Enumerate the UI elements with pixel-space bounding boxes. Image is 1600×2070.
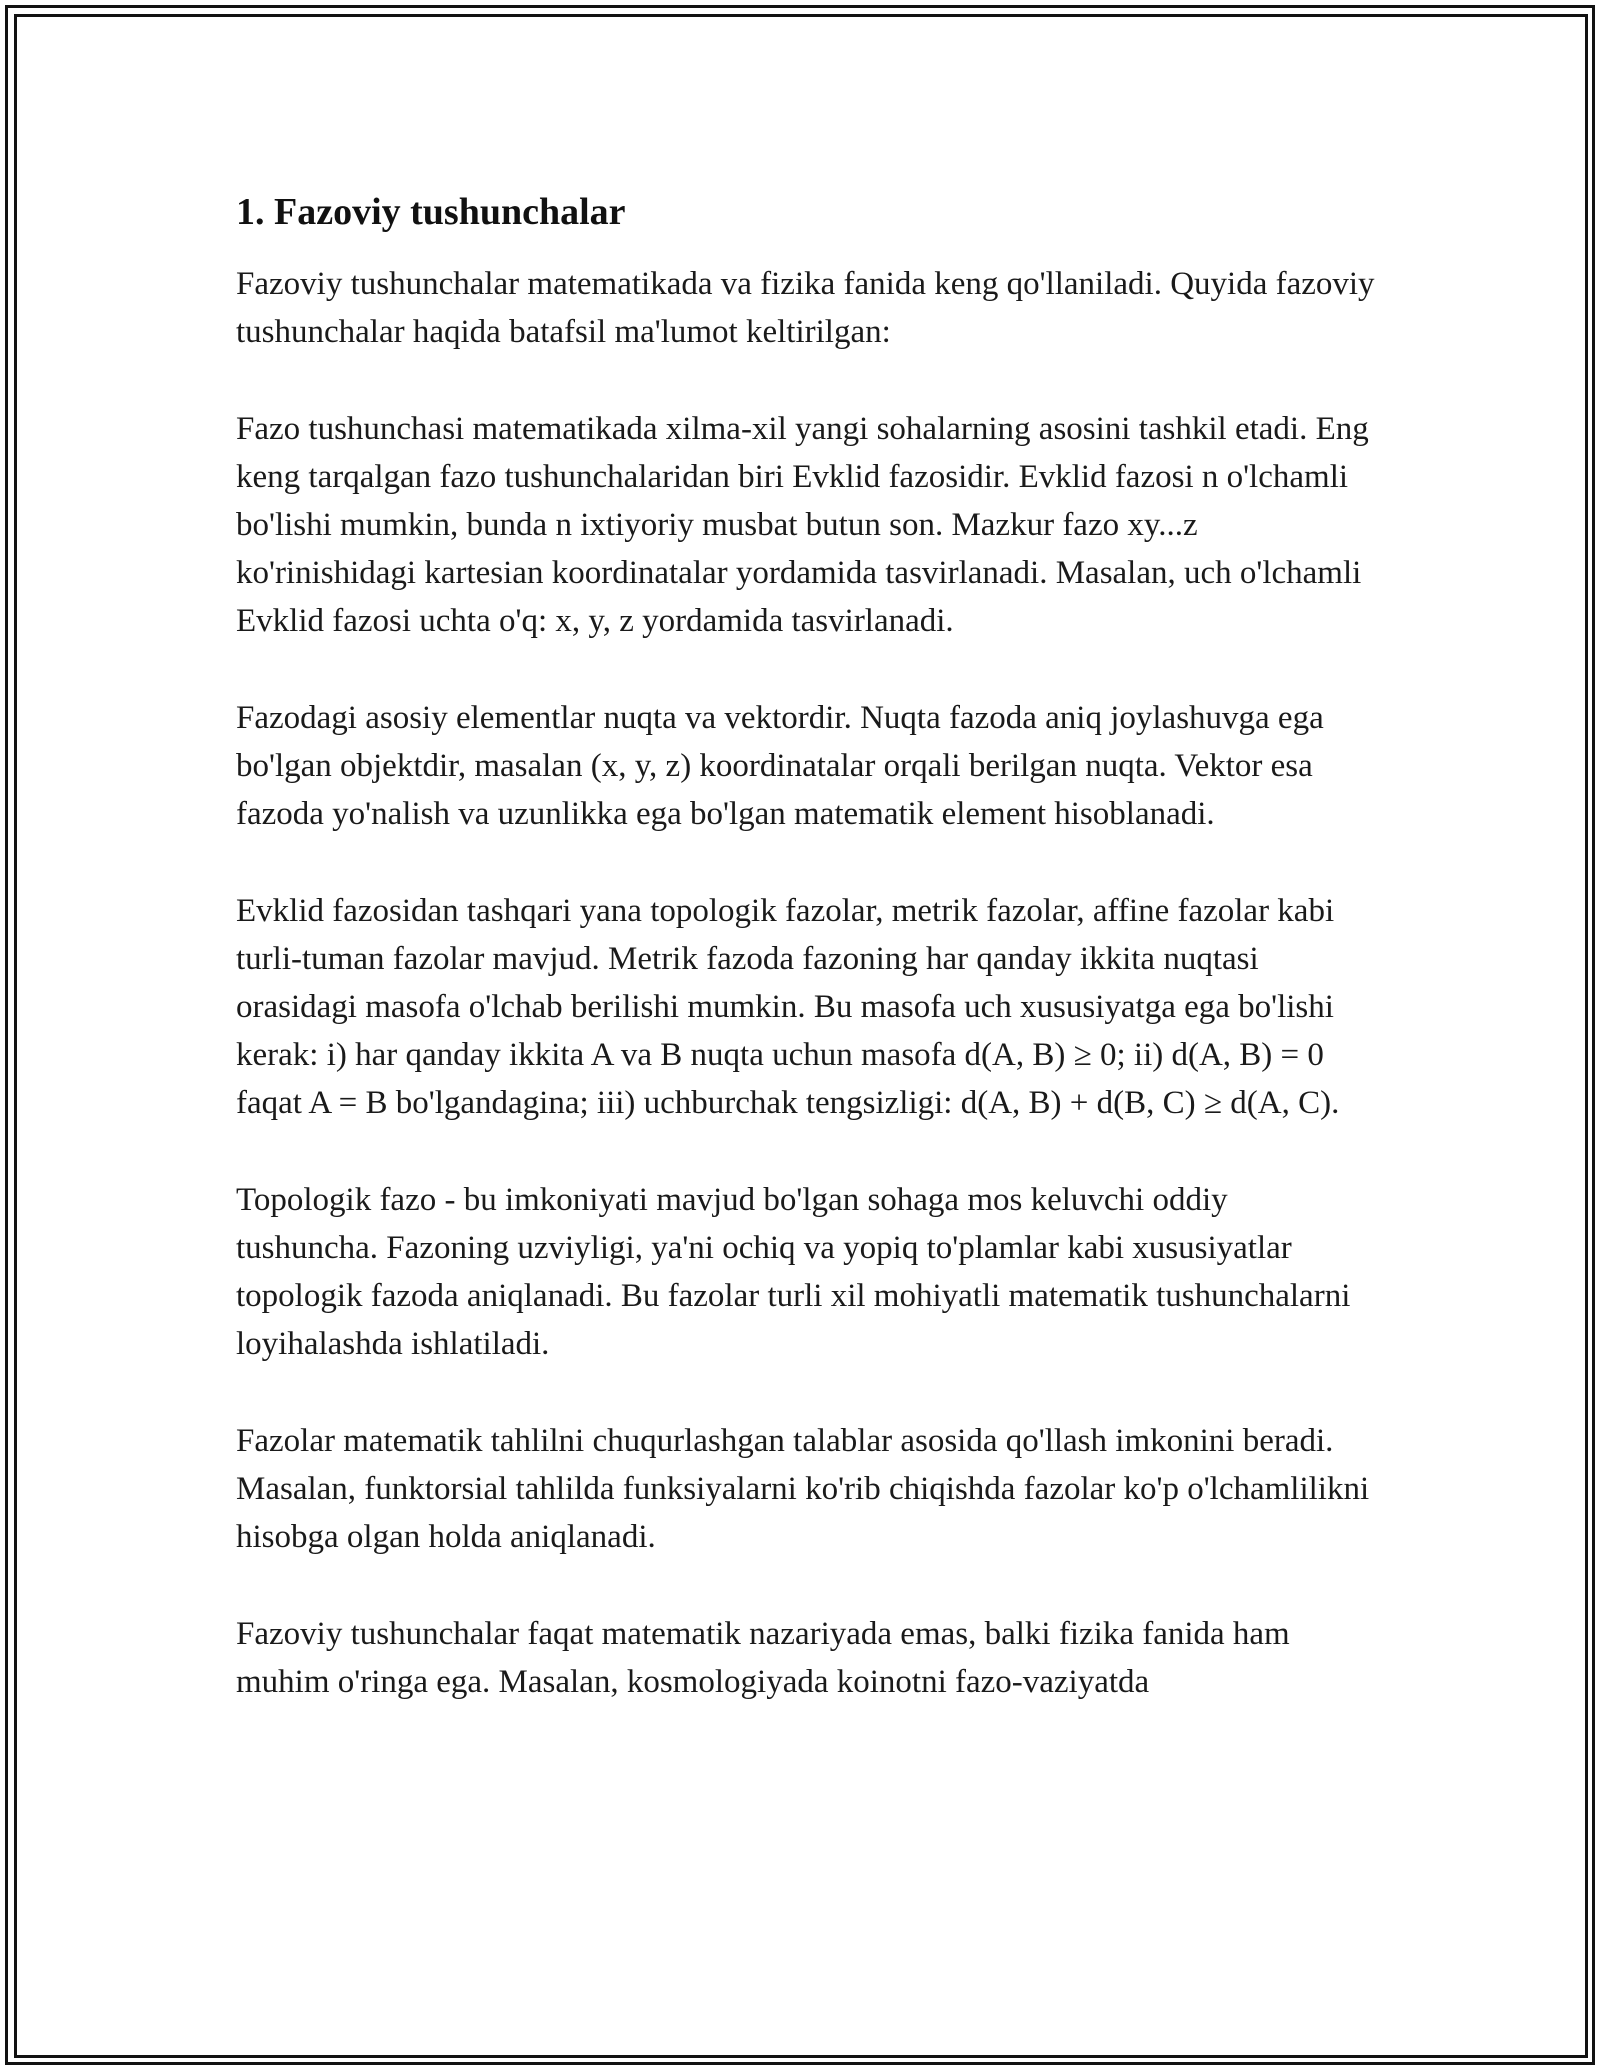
paragraph-points-vectors: Fazodagi asosiy elementlar nuqta va vektordir. Nuqta fazoda aniq joylashuvga ega bo'lgan objektdir, masalan (x, y, z) koordinatalar orqali berilgan nuqta. Vektor esa fazoda yo'nalish va uzunlikka ega bo'lgan matematik element hisoblanadi. [236,699,1324,833]
paragraph-topological-space: Topologik fazo - bu imkoniyati mavjud bo'lgan sohaga mos keluvchi oddiy tushuncha. Fazoning uzviyligi, ya'ni ochiq va yopiq to'plamlar kabi xususiyatlar topologik fazoda aniqlanadi. Bu fazolar turli xil mohiyatli matematik tushunchalarni loyihalashda ishlatiladi. [236,1181,1351,1363]
paragraph-analysis: Fazolar matematik tahlilni chuqurlashgan talablar asosida qo'llash imkonini beradi. Masalan, funktorsial tahlilda funksiyalarni ko'rib chiqishda fazolar ko'p o'lchamlilikni hisobga olgan holda aniqlanadi. [236,1422,1370,1556]
document-body [236,186,1376,1706]
paragraph-euclidean-space: Fazo tushunchasi matematikada xilma-xil yangi sohalarning asosini tashkil etadi. Eng keng tarqalgan fazo tushunchalaridan biri Evklid fazosidir. Evklid fazosi n o'lchamli bo'lishi mumkin, bunda n ixtiyoriy musbat butun son. Mazkur fazo xy...z ko'rinishidagi kartesian koordinatalar yordamida tasvirlanadi. Masalan, uch o'lchamli Evklid fazosi uchta o'q: x, y, z yordamida tasvirlanadi. [236,410,1369,640]
paragraph-intro: Fazoviy tushunchalar matematikada va fizika fanida keng qo'llaniladi. Quyida fazoviy tushunchalar haqida batafsil ma'lumot keltirilgan: [236,266,1375,351]
paragraph-physics: Fazoviy tushunchalar faqat matematik nazariyada emas, balki fizika fanida ham muhim o'ringa ega. Masalan, kosmologiyada koinotni fazo-vaziyatda [236,1615,1290,1700]
paragraph-metric-space: Evklid fazosidan tashqari yana topologik fazolar, metrik fazolar, affine fazolar kabi turli-tuman fazolar mavjud. Metrik fazoda fazoning har qanday ikkita nuqtasi orasidagi masofa o'lchab berilishi mumkin. Bu masofa uch xususiyatga ega bo'lishi kerak: i) har qanday ikkita A va B nuqta uchun masofa d(A, B) ≥ 0; ii) d(A, B) = 0 faqat A = B bo'lgandagina; iii) uchburchak tengsizligi: d(A, B) + d(B, C) ≥ d(A, C). [236,892,1340,1122]
section-heading: 1. Fazoviy tushunchalar [236,191,626,233]
